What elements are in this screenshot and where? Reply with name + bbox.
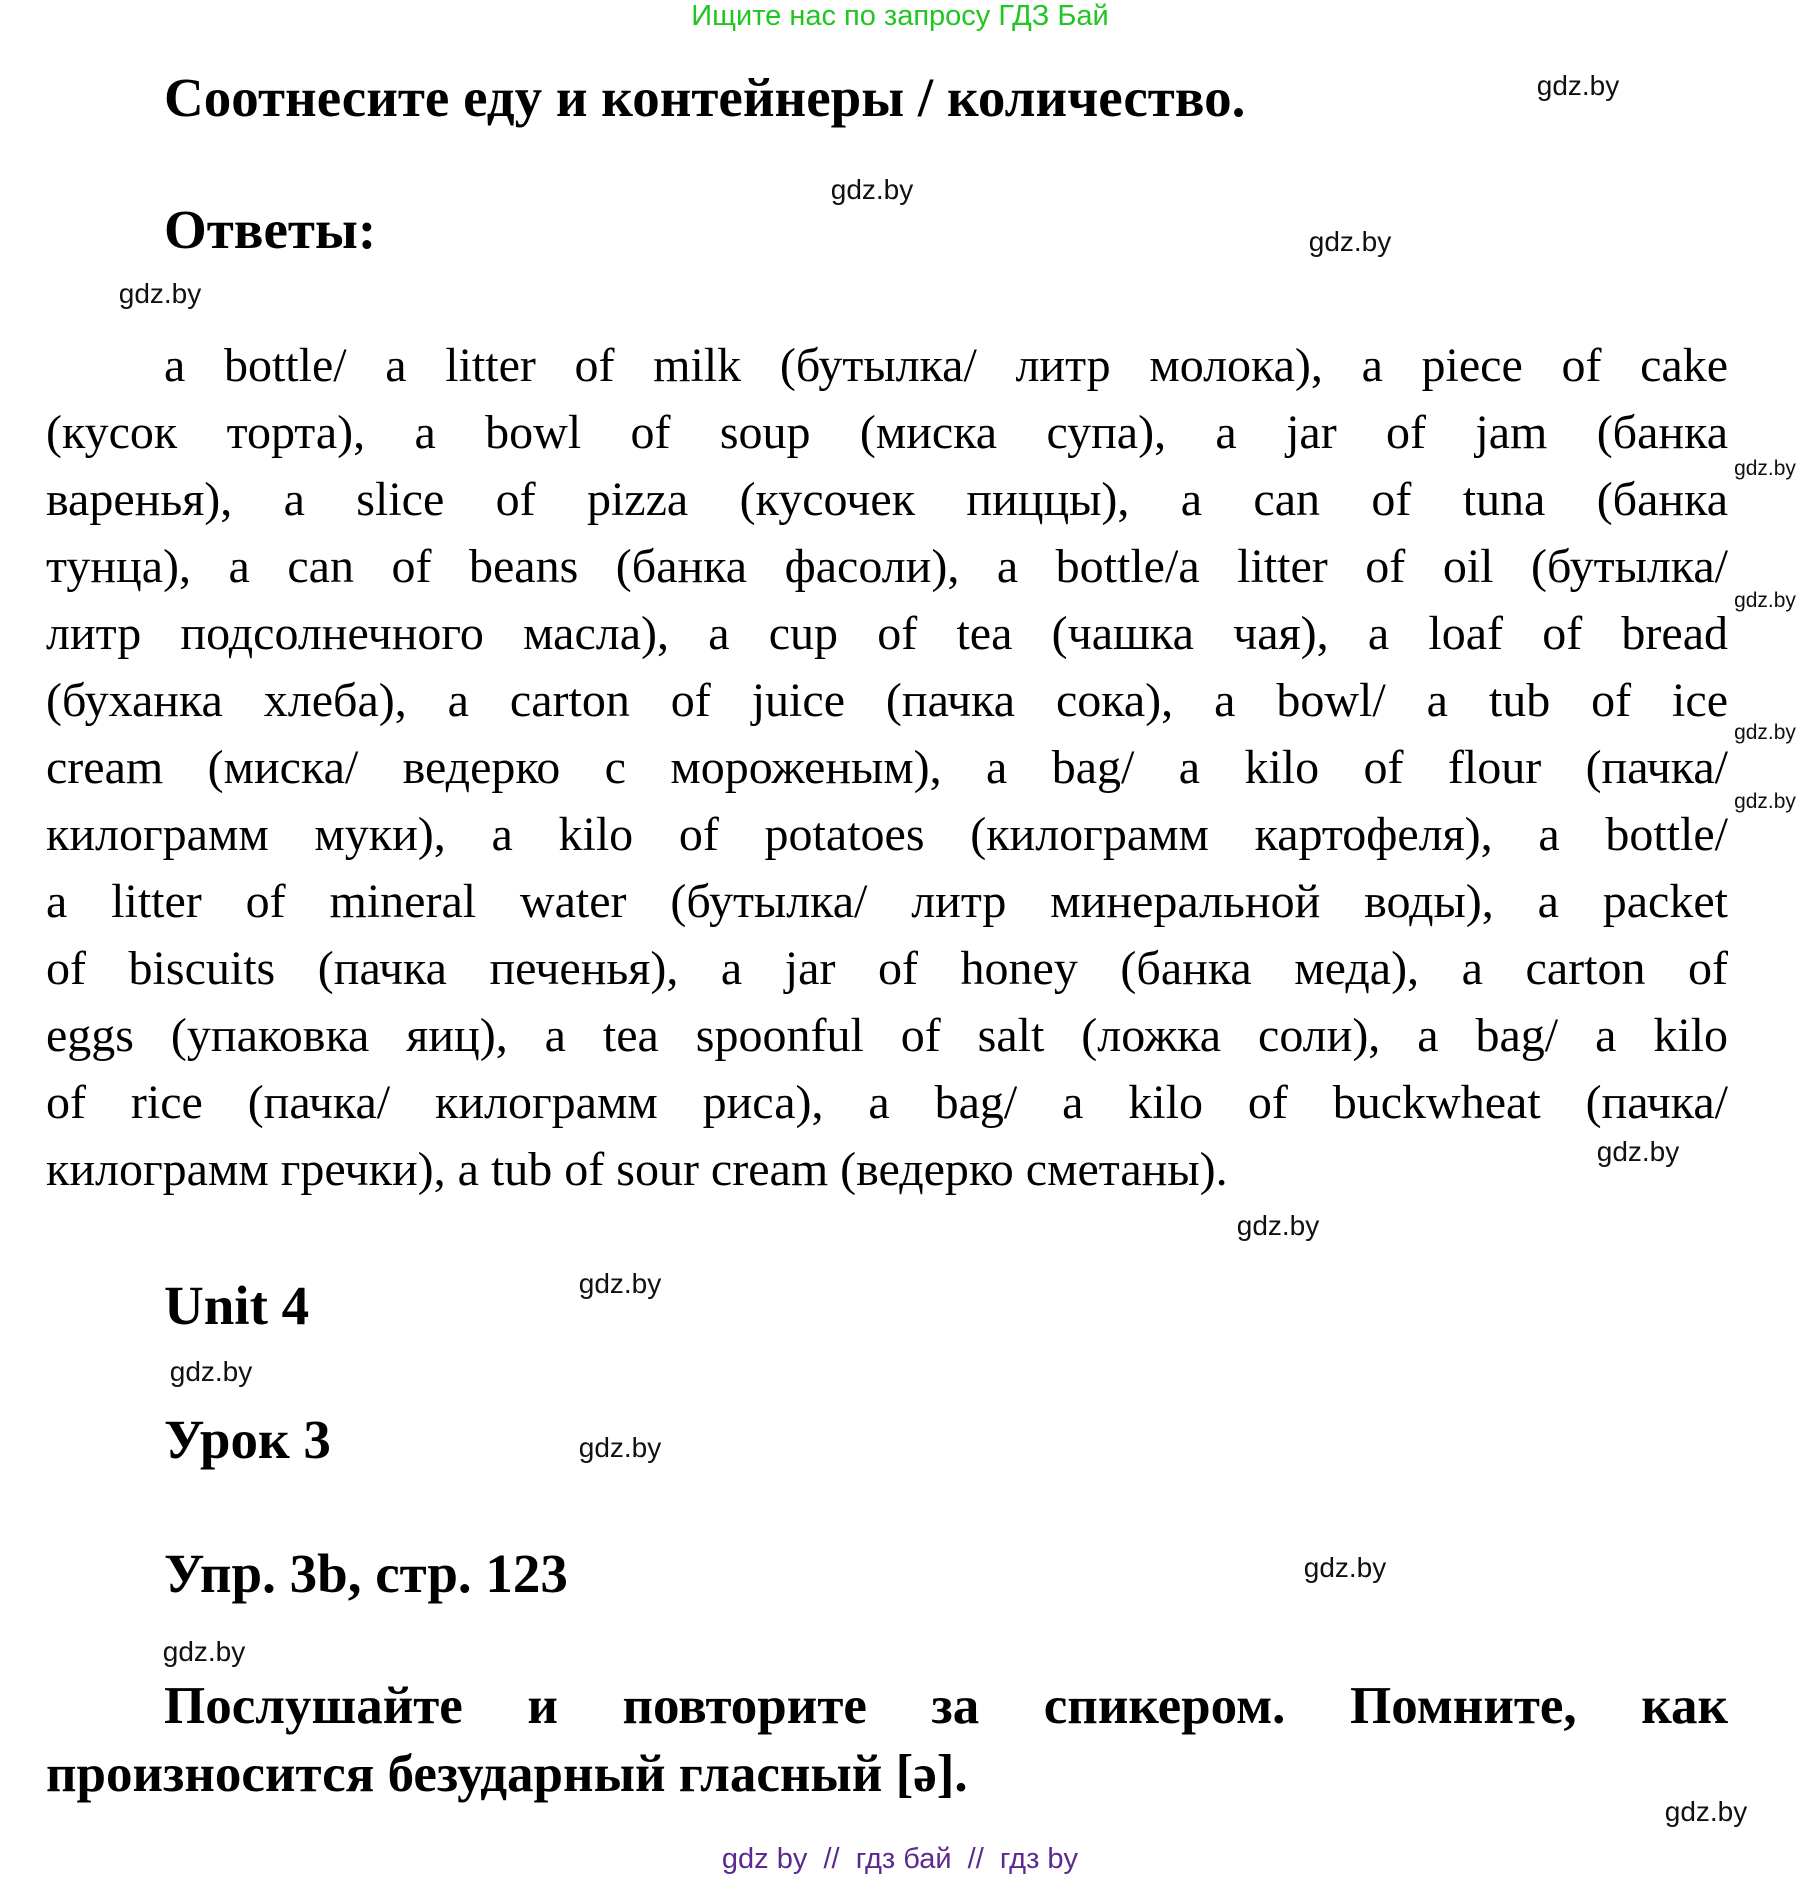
watermark: gdz.by	[1596, 1136, 1680, 1167]
task-line: произносится безударный гласный [ə].	[46, 1745, 968, 1803]
exercise-heading: Упр. 3b, стр. 123	[164, 1543, 568, 1604]
answer-paragraph	[46, 332, 1728, 1203]
answer-line: eggs (упаковка яиц), a tea spoonful of salt (ложка соли), a bag/ a kilo	[46, 1009, 1728, 1062]
answer-line: варенья), a slice of pizza (кусочек пиццы), a can of tuna (банка	[46, 473, 1728, 526]
answer-line: тунца), a can of beans (банка фасоли), a bottle/a litter of oil (бутылка/	[46, 540, 1728, 593]
watermark: gdz.by	[1734, 589, 1796, 612]
answer-line: a bottle/ a litter of milk (бутылка/ литр молока), a piece of cake	[164, 339, 1728, 392]
watermark: gdz.by	[1734, 721, 1796, 744]
answer-line: of biscuits (пачка печенья), a jar of honey (банка меда), a carton of	[46, 942, 1728, 995]
watermark: gdz.by	[830, 174, 914, 205]
watermark: gdz.by	[578, 1268, 662, 1299]
answer-line: килограмм муки), a kilo of potatoes (килограмм картофеля), a bottle/	[46, 808, 1728, 861]
task-line: Послушайте и повторите за спикером. Помните, как	[164, 1677, 1728, 1735]
watermark: gdz.by	[1236, 1210, 1320, 1241]
answer-line: of rice (пачка/ килограмм риса), a bag/ a kilo of buckwheat (пачка/	[46, 1076, 1728, 1129]
watermark: gdz.by	[162, 1636, 246, 1667]
watermark: gdz.by	[1308, 226, 1392, 257]
top-banner[interactable]: Ищите нас по запросу ГДЗ Бай	[691, 0, 1109, 32]
answer-line: килограмм гречки), a tub of sour cream (ведерко сметаны).	[46, 1143, 1228, 1196]
answer-line: (буханка хлеба), a carton of juice (пачка сока), a bowl/ a tub of ice	[46, 674, 1728, 727]
watermark: gdz.by	[1303, 1552, 1387, 1583]
task-paragraph	[46, 1672, 1728, 1808]
unit-heading: Unit 4	[164, 1275, 310, 1336]
watermark: gdz.by	[118, 278, 202, 309]
lesson-heading: Урок 3	[164, 1409, 331, 1470]
watermark: gdz.by	[1664, 1796, 1748, 1827]
answer-line: a litter of mineral water (бутылка/ литр минеральной воды), a packet	[46, 875, 1728, 928]
watermark: gdz.by	[1536, 70, 1620, 101]
answer-line: (кусок торта), a bowl of soup (миска супа), a jar of jam (банка	[46, 406, 1728, 459]
watermark: gdz.by	[1734, 790, 1796, 813]
answer-line: cream (миска/ ведерко с мороженым), a bag/ a kilo of flour (пачка/	[46, 741, 1728, 794]
footer-links[interactable]: gdz by // гдз бай // гдз by	[721, 1843, 1079, 1875]
answer-line: литр подсолнечного масла), a cup of tea (чашка чая), a loaf of bread	[46, 607, 1728, 660]
watermark: gdz.by	[1734, 457, 1796, 480]
watermark: gdz.by	[578, 1432, 662, 1463]
answers-heading: Ответы:	[164, 199, 377, 260]
page-title: Соотнесите еду и контейнеры / количество.	[164, 67, 1246, 128]
watermark: gdz.by	[169, 1356, 253, 1387]
